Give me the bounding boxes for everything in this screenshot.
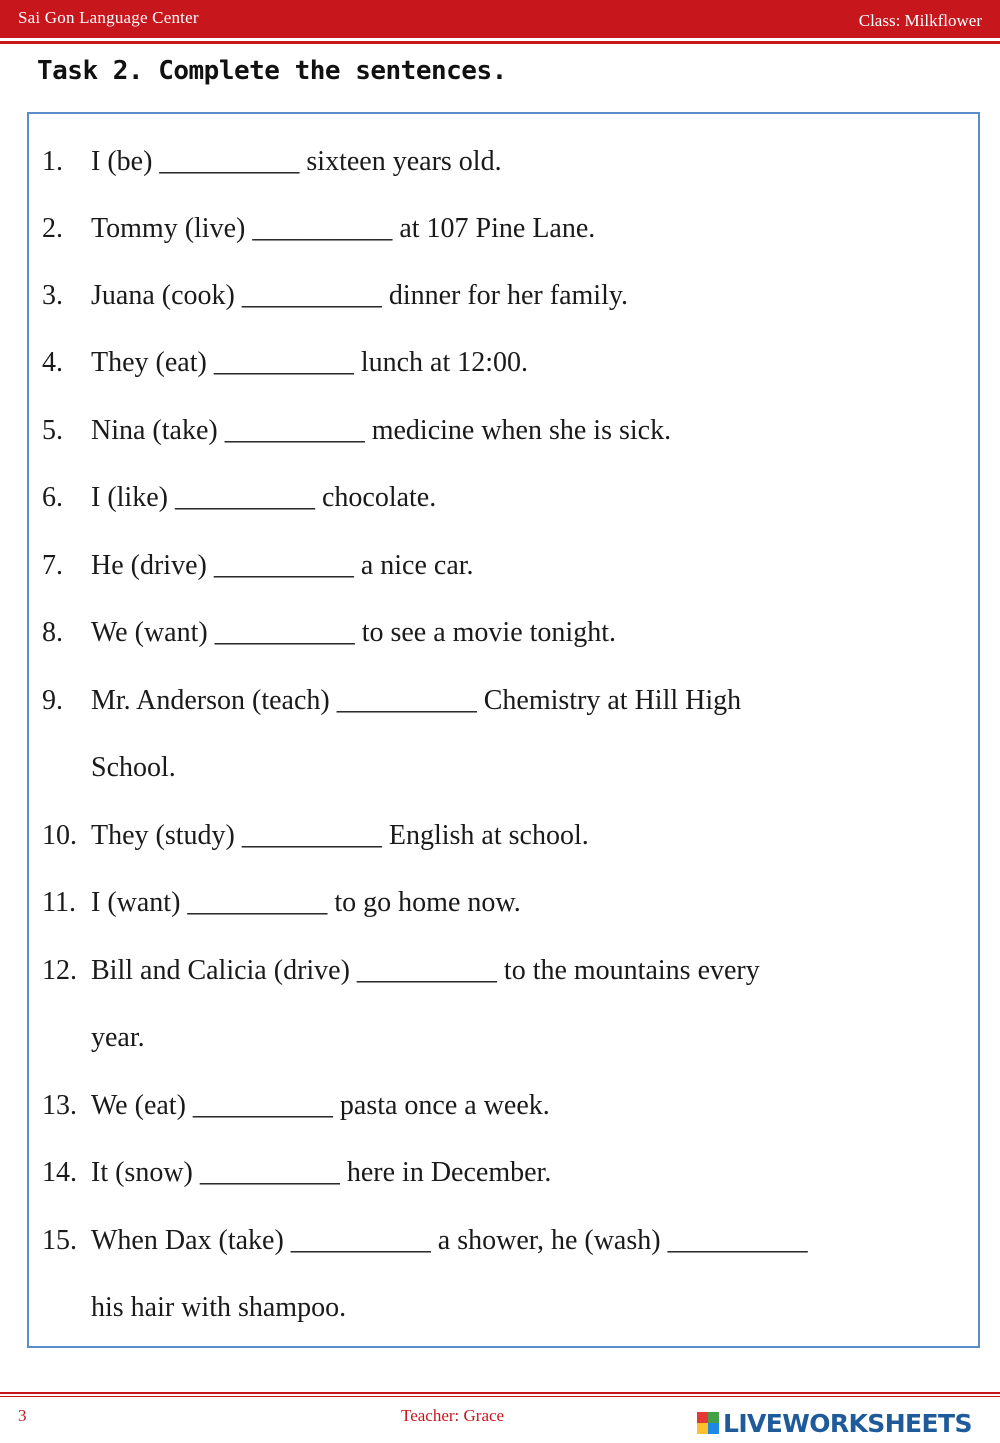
question-number: 13. <box>42 1090 77 1121</box>
header-divider <box>0 41 1000 44</box>
question-text: They (study) __________ English at school. <box>91 820 589 851</box>
question-continuation: year. <box>91 1022 145 1053</box>
logo-blocks-icon <box>697 1412 719 1434</box>
logo-text: LIVEWORKSHEETS <box>723 1408 972 1438</box>
liveworksheets-logo[interactable] <box>697 1408 972 1438</box>
question-text: Nina (take) __________ medicine when she is sick. <box>91 415 672 446</box>
question-text: It (snow) __________ here in December. <box>91 1157 552 1188</box>
question-text: I (want) __________ to go home now. <box>91 887 521 918</box>
question-text: We (eat) __________ pasta once a week. <box>91 1090 550 1121</box>
question-number: 1. <box>42 146 63 177</box>
exercise-box <box>27 112 980 1348</box>
question-continuation: School. <box>91 752 176 783</box>
task-title: Task 2. Complete the sentences. <box>37 56 507 86</box>
question-text: When Dax (take) __________ a shower, he (wash) __________ <box>91 1225 808 1256</box>
question-number: 6. <box>42 482 63 513</box>
question-number: 2. <box>42 213 63 244</box>
footer-divider <box>0 1392 1000 1394</box>
question-text: Tommy (live) __________ at 107 Pine Lane. <box>91 213 596 244</box>
logo-block-blue <box>708 1423 719 1434</box>
question-text: He (drive) __________ a nice car. <box>91 550 474 581</box>
question-number: 5. <box>42 415 63 446</box>
page-number: 3 <box>18 1406 27 1425</box>
question-text: Juana (cook) __________ dinner for her family. <box>91 280 629 311</box>
question-number: 8. <box>42 617 63 648</box>
teacher-name: Teacher: Grace <box>401 1406 505 1425</box>
question-text: Bill and Calicia (drive) __________ to the mountains every <box>91 955 760 986</box>
question-number: 3. <box>42 280 63 311</box>
question-number: 15. <box>42 1225 77 1256</box>
logo-block-red <box>697 1412 708 1423</box>
question-number: 7. <box>42 550 63 581</box>
footer-divider-thin <box>0 1396 1000 1397</box>
question-text: Mr. Anderson (teach) __________ Chemistry at Hill High <box>91 685 742 716</box>
logo-block-yellow <box>697 1423 708 1434</box>
question-continuation: his hair with shampoo. <box>91 1292 347 1323</box>
center-name: Sai Gon Language Center <box>18 8 199 27</box>
question-number: 10. <box>42 820 77 851</box>
question-text: I (be) __________ sixteen years old. <box>91 146 502 177</box>
question-number: 14. <box>42 1157 77 1188</box>
question-number: 12. <box>42 955 77 986</box>
question-number: 9. <box>42 685 63 716</box>
header-bar <box>0 0 1000 38</box>
class-label: Class: Milkflower <box>858 11 982 30</box>
question-text: We (want) __________ to see a movie tonight. <box>91 617 616 648</box>
question-text: They (eat) __________ lunch at 12:00. <box>91 347 529 378</box>
question-number: 11. <box>42 887 76 918</box>
question-number: 4. <box>42 347 63 378</box>
logo-block-green <box>708 1412 719 1423</box>
question-text: I (like) __________ chocolate. <box>91 482 437 513</box>
